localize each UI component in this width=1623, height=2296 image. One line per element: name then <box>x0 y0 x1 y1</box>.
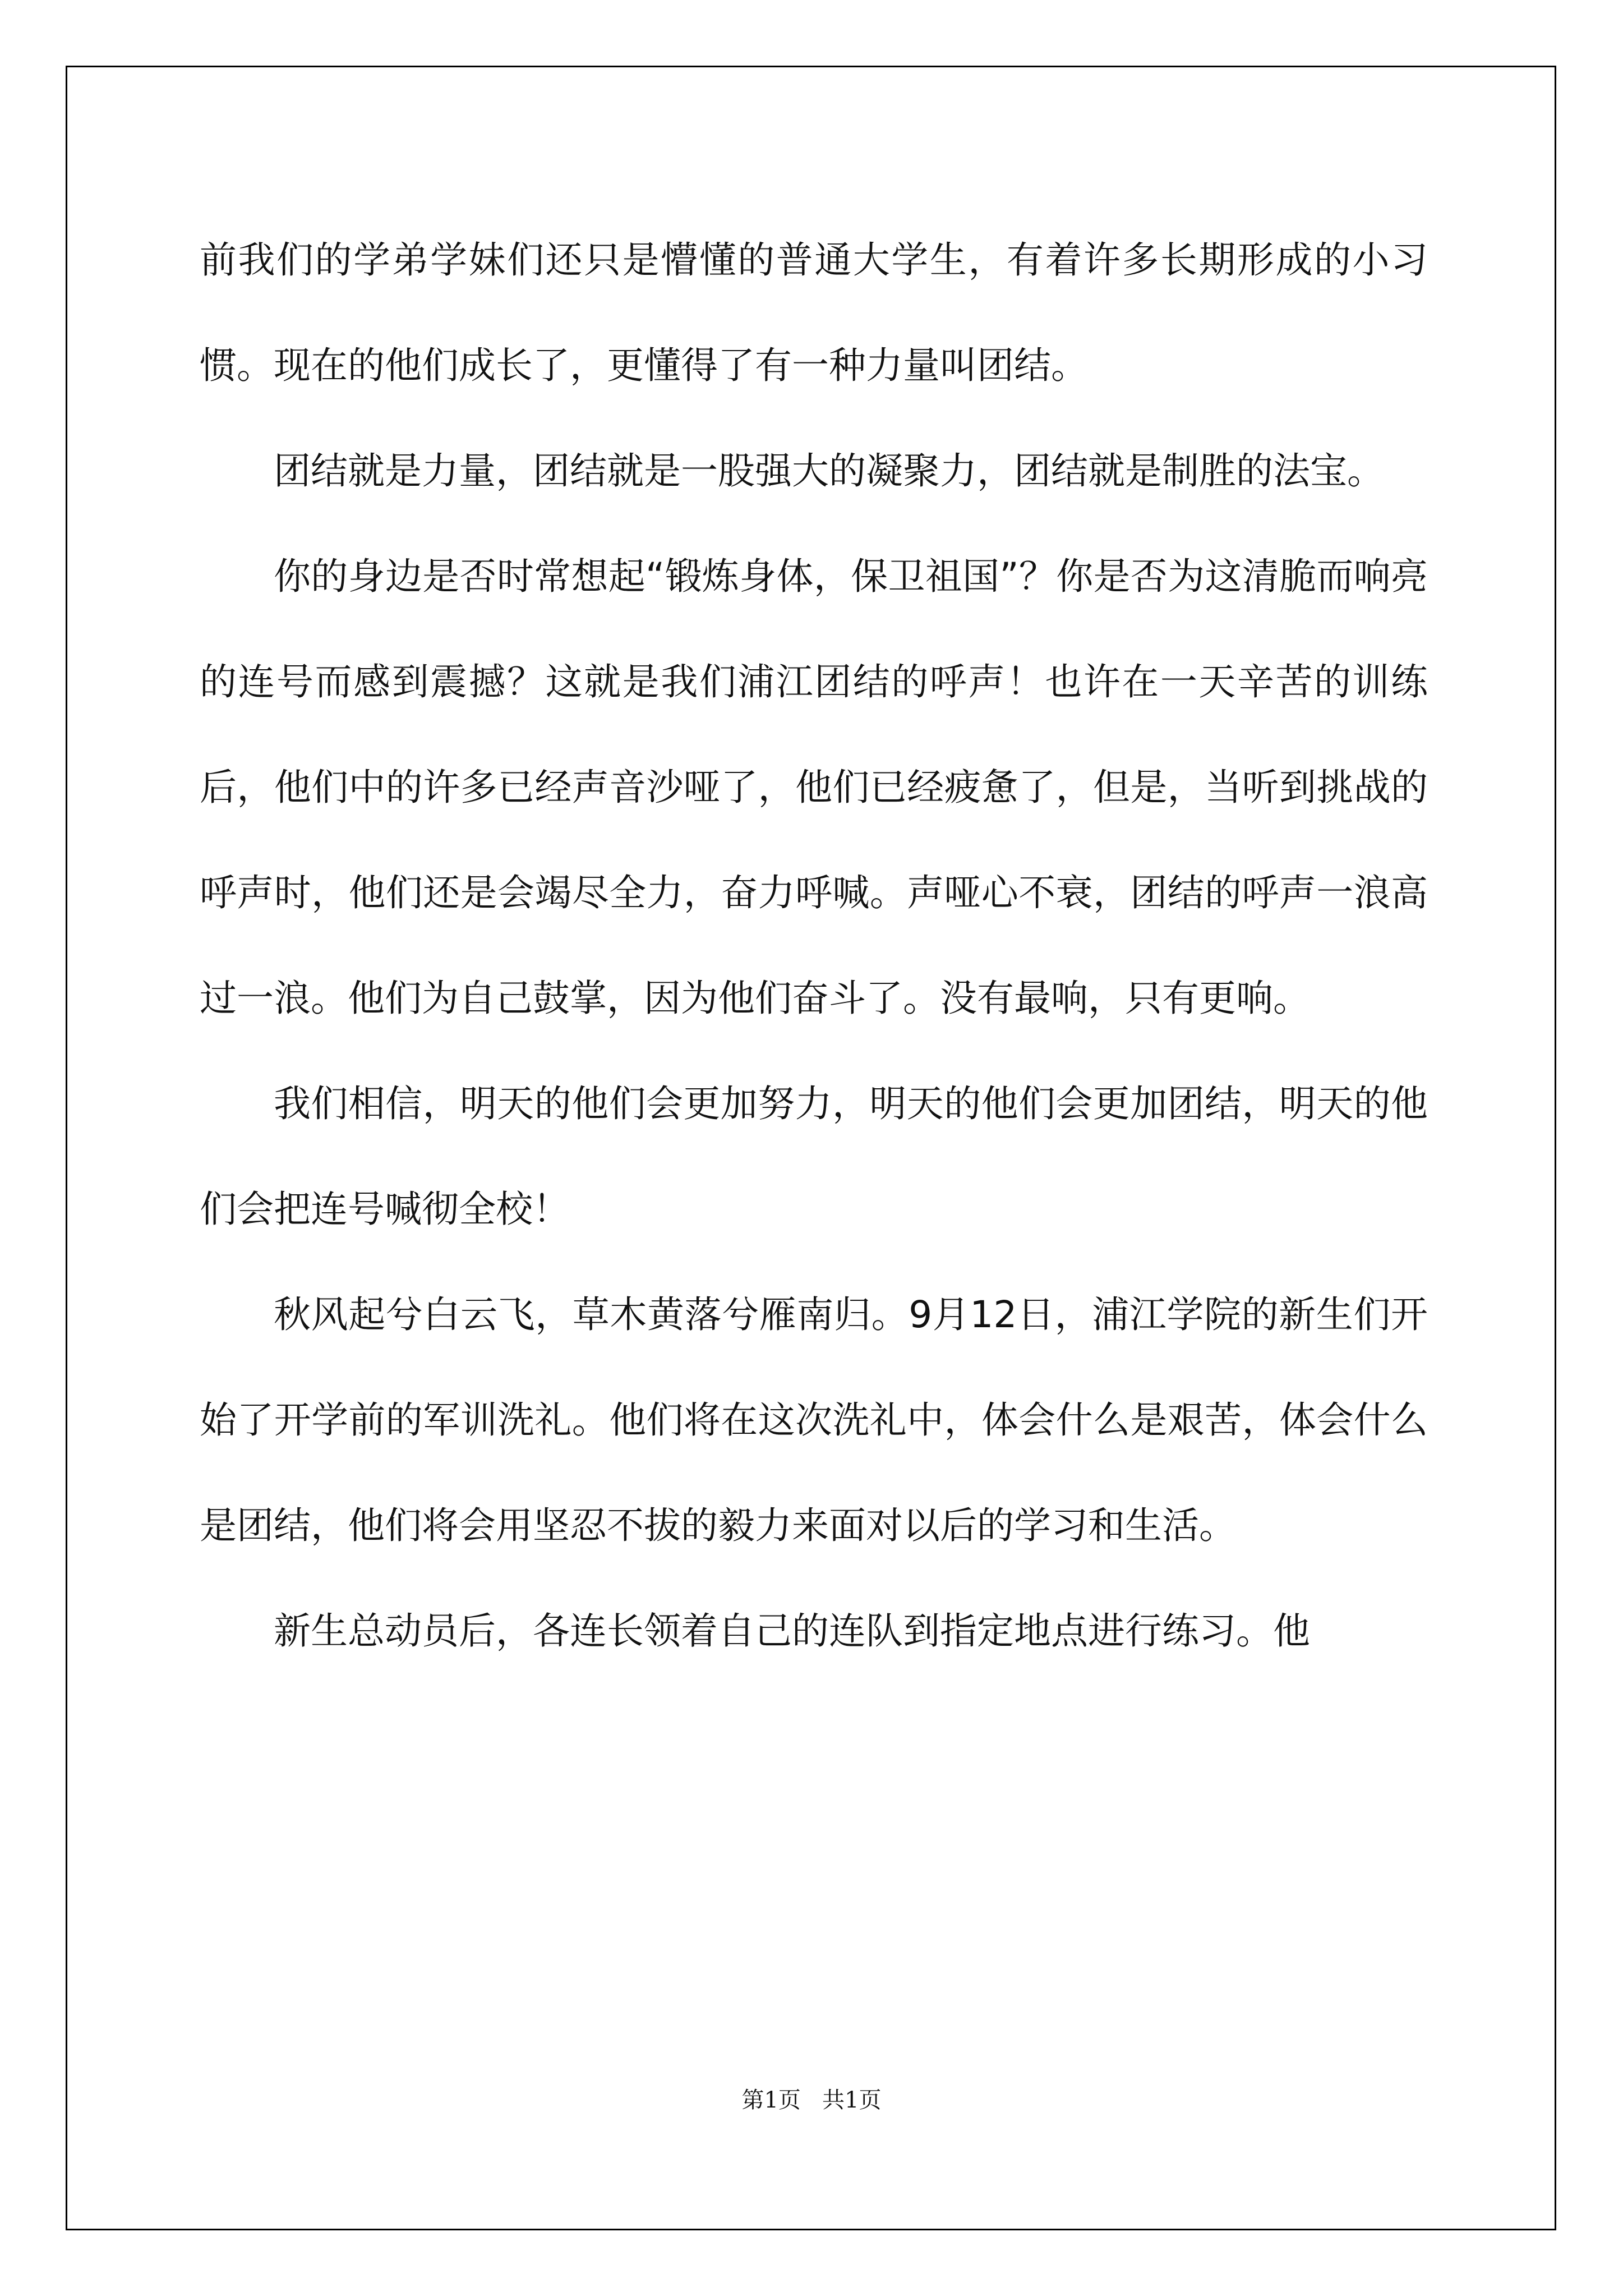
paragraph-6: 新生总动员后，各连长领着自己的连队到指定地点进行练习。他 <box>274 1609 1310 1653</box>
paragraph-5: 秋风起兮白云飞，草木黄落兮雁南归。9月12日，浦江学院的新生们开始了开学前的军训洗礼。他们将在这次洗礼中，体会什么是艰苦，体会什么是团结，他们将会用坚忍不拔的毅力来面对以后的学习和生活。 <box>200 1293 1428 1547</box>
page-footer: 第1页 共1页 <box>741 2087 882 2113</box>
paragraph-4: 我们相信，明天的他们会更加努力，明天的他们会更加团结，明天的他们会把连号喊彻全校！ <box>200 1082 1428 1231</box>
paragraph-3: 你的身边是否时常想起“锻炼身体，保卫祖国”？你是否为这清脆而响亮的连号而感到震撼？这就是我们浦江团结的呼声！也许在一天辛苦的训练后，他们中的许多已经声音沙哑了，他们已经疲惫了，但是，当听到挑战的呼声时，他们还是会竭尽全力，奋力呼喊。声哑心不衰，团结的呼声一浪高过一浪。他们为自己鼓掌，因为他们奋斗了。没有最响，只有更响。 <box>200 555 1428 1020</box>
document-body <box>200 208 1428 1684</box>
paragraph-2: 团结就是力量，团结就是一股强大的凝聚力，团结就是制胜的法宝。 <box>274 449 1384 493</box>
paragraph-1: 前我们的学弟学妹们还只是懵懂的普通大学生，有着许多长期形成的小习惯。现在的他们成长了，更懂得了有一种力量叫团结。 <box>200 238 1428 387</box>
